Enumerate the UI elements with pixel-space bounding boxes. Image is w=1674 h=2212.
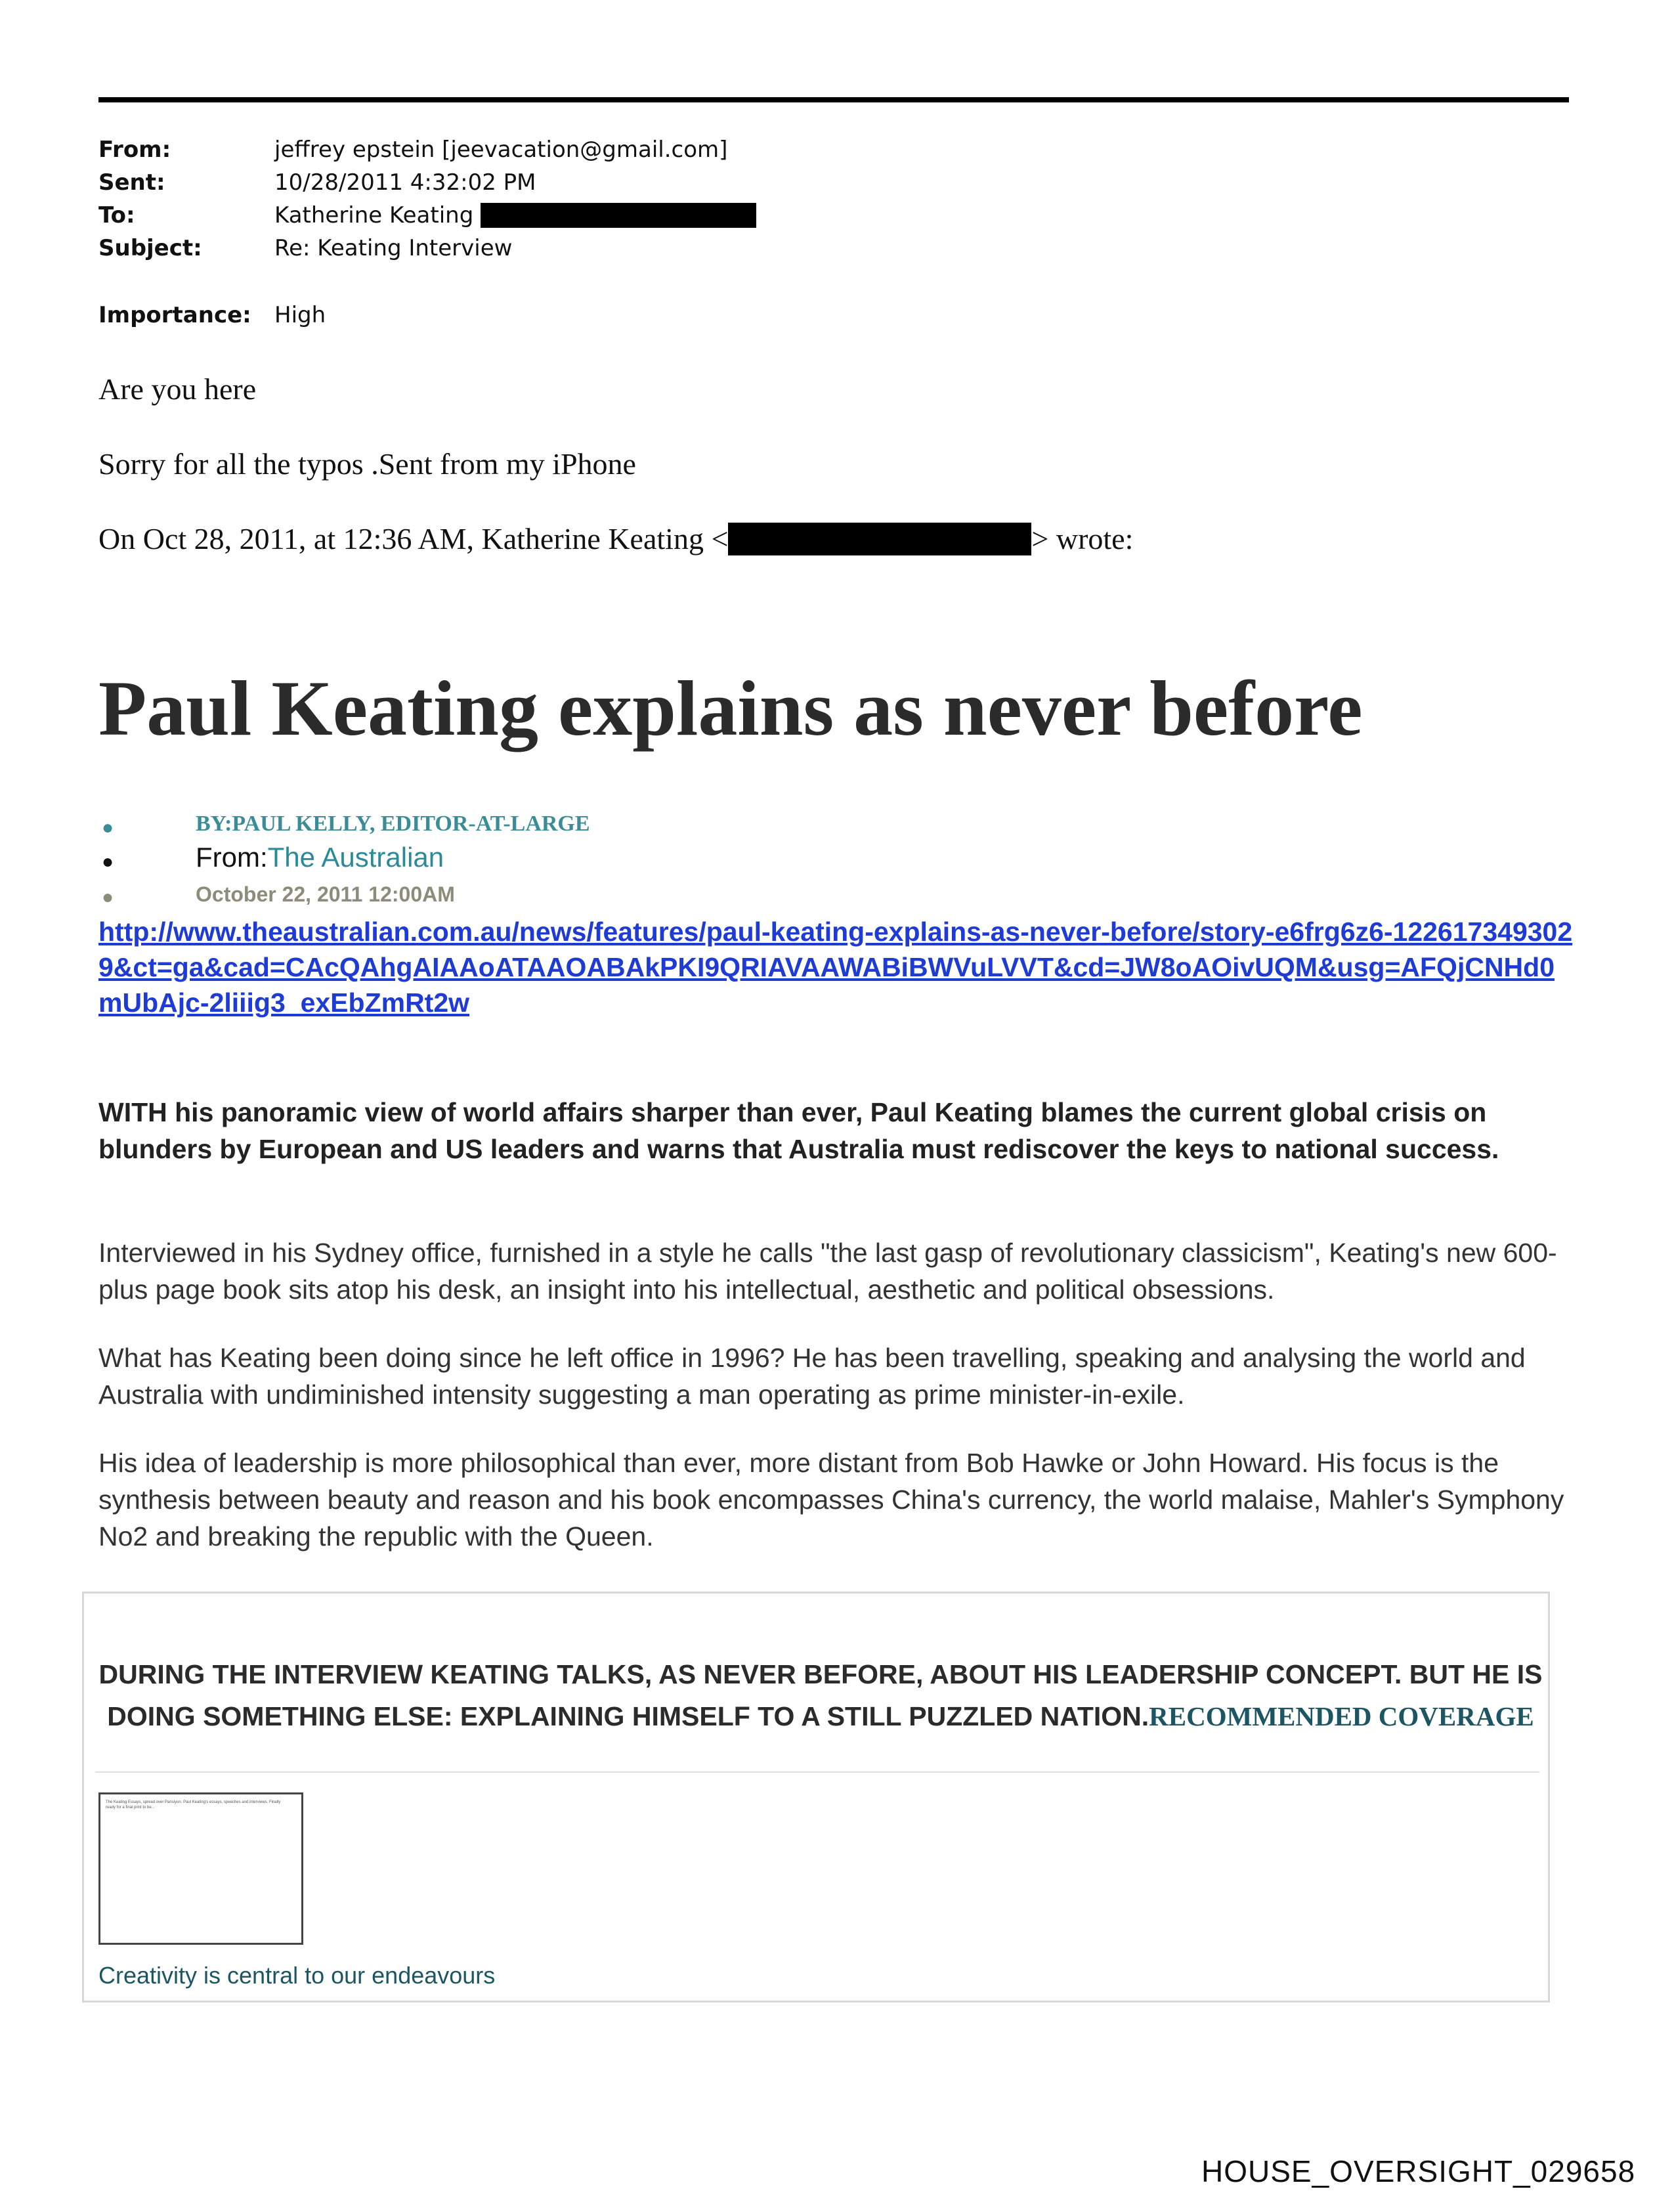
thumbnail-caption: The Keating Essays, spread over Pansiyon. Paul Keating's essays, speeches and interviews. Finally ready for a final print to be... bbox=[106, 1800, 281, 1810]
bullet-icon: ● bbox=[102, 851, 114, 873]
importance-value: High bbox=[274, 302, 326, 328]
quote-prefix: On Oct 28, 2011, at 12:36 AM, Katherine Keating < bbox=[98, 522, 729, 555]
sent-label: Sent: bbox=[98, 169, 165, 196]
callout-divider bbox=[95, 1771, 1539, 1773]
from-value: jeffrey epstein [jeevacation@gmail.com] bbox=[274, 137, 728, 163]
to-row bbox=[274, 202, 756, 228]
article-lead: WITH his panoramic view of world affairs sharper than ever, Paul Keating blames the current global crisis on blunders by European and US leaders and warns that Australia must rediscover the keys to national success. bbox=[98, 1097, 1499, 1164]
article-source bbox=[196, 842, 444, 873]
to-label: To: bbox=[98, 202, 135, 228]
importance-label: Importance: bbox=[98, 302, 251, 328]
bullet-icon: ● bbox=[102, 817, 114, 838]
redaction-block bbox=[481, 203, 756, 228]
recommended-coverage-label: RECOMMENDED COVERAGE bbox=[1149, 1701, 1534, 1731]
sent-value: 10/28/2011 4:32:02 PM bbox=[274, 169, 536, 196]
document-stamp: HOUSE_OVERSIGHT_029658 bbox=[1201, 2154, 1636, 2188]
article-url-link[interactable]: http://www.theaustralian.com.au/news/features/paul-keating-explains-as-never-before/story-e6frg6z6-1226173493029&ct=ga&cad=CAcQAhgAIAAoATAAOABAkPKI9QRIAVAAWABiBWVuLVVT&cd=JW8oAOivUQM&usg=AFQjCNHd0mUbAjc-2liiig3_exEbZmRt2w bbox=[98, 917, 1573, 1018]
thumbnail-image[interactable] bbox=[98, 1792, 303, 1945]
article-byline: BY:PAUL KELLY, EDITOR-AT-LARGE bbox=[196, 812, 590, 836]
callout-quote: DURING THE INTERVIEW KEATING TALKS, AS NEVER BEFORE, ABOUT HIS LEADERSHIP CONCEPT. BUT HE IS DOING SOMETHING ELSE: EXPLAINING HIMSELF TO A STILL PUZZLED NATION. bbox=[98, 1659, 1543, 1731]
source-label: From: bbox=[196, 842, 268, 873]
subject-label: Subject: bbox=[98, 235, 202, 261]
callout-text bbox=[98, 1653, 1543, 1737]
redaction-block bbox=[728, 523, 1031, 555]
article-paragraph-1: Interviewed in his Sydney office, furnished in a style he calls "the last gasp of revolutionary classicism", Keating's new 600-plus page book sits atop his desk, an insight into his intellectual, aesthetic and political obsessions. bbox=[98, 1238, 1557, 1305]
top-rule bbox=[98, 97, 1569, 102]
quote-line bbox=[98, 521, 1133, 556]
message-line-1: Are you here bbox=[98, 372, 257, 406]
article-paragraph-3: His idea of leadership is more philosophical than ever, more distant from Bob Hawke or John Howard. His focus is the synthesis between beauty and reason and his book encompasses China's currency, the world malaise, Mahler's Symphony No2 and breaking the republic with the Queen. bbox=[98, 1448, 1564, 1551]
publication-link[interactable]: The Australian bbox=[267, 842, 444, 873]
bullet-icon: ● bbox=[102, 886, 114, 908]
article-paragraph-2: What has Keating been doing since he left office in 1996? He has been travelling, speaking and analysing the world and Australia with undiminished intensity suggesting a man operating as prime minister-in-exile. bbox=[98, 1343, 1526, 1410]
thumbnail-link[interactable]: Creativity is central to our endeavours bbox=[98, 1962, 496, 1989]
subject-value: Re: Keating Interview bbox=[274, 235, 513, 261]
quote-suffix: > wrote: bbox=[1031, 522, 1134, 555]
message-line-2: Sorry for all the typos .Sent from my iPhone bbox=[98, 447, 636, 481]
from-label: From: bbox=[98, 137, 171, 163]
article-headline: Paul Keating explains as never before bbox=[98, 664, 1363, 752]
article-date: October 22, 2011 12:00AM bbox=[196, 882, 455, 906]
to-value: Katherine Keating bbox=[274, 202, 474, 228]
